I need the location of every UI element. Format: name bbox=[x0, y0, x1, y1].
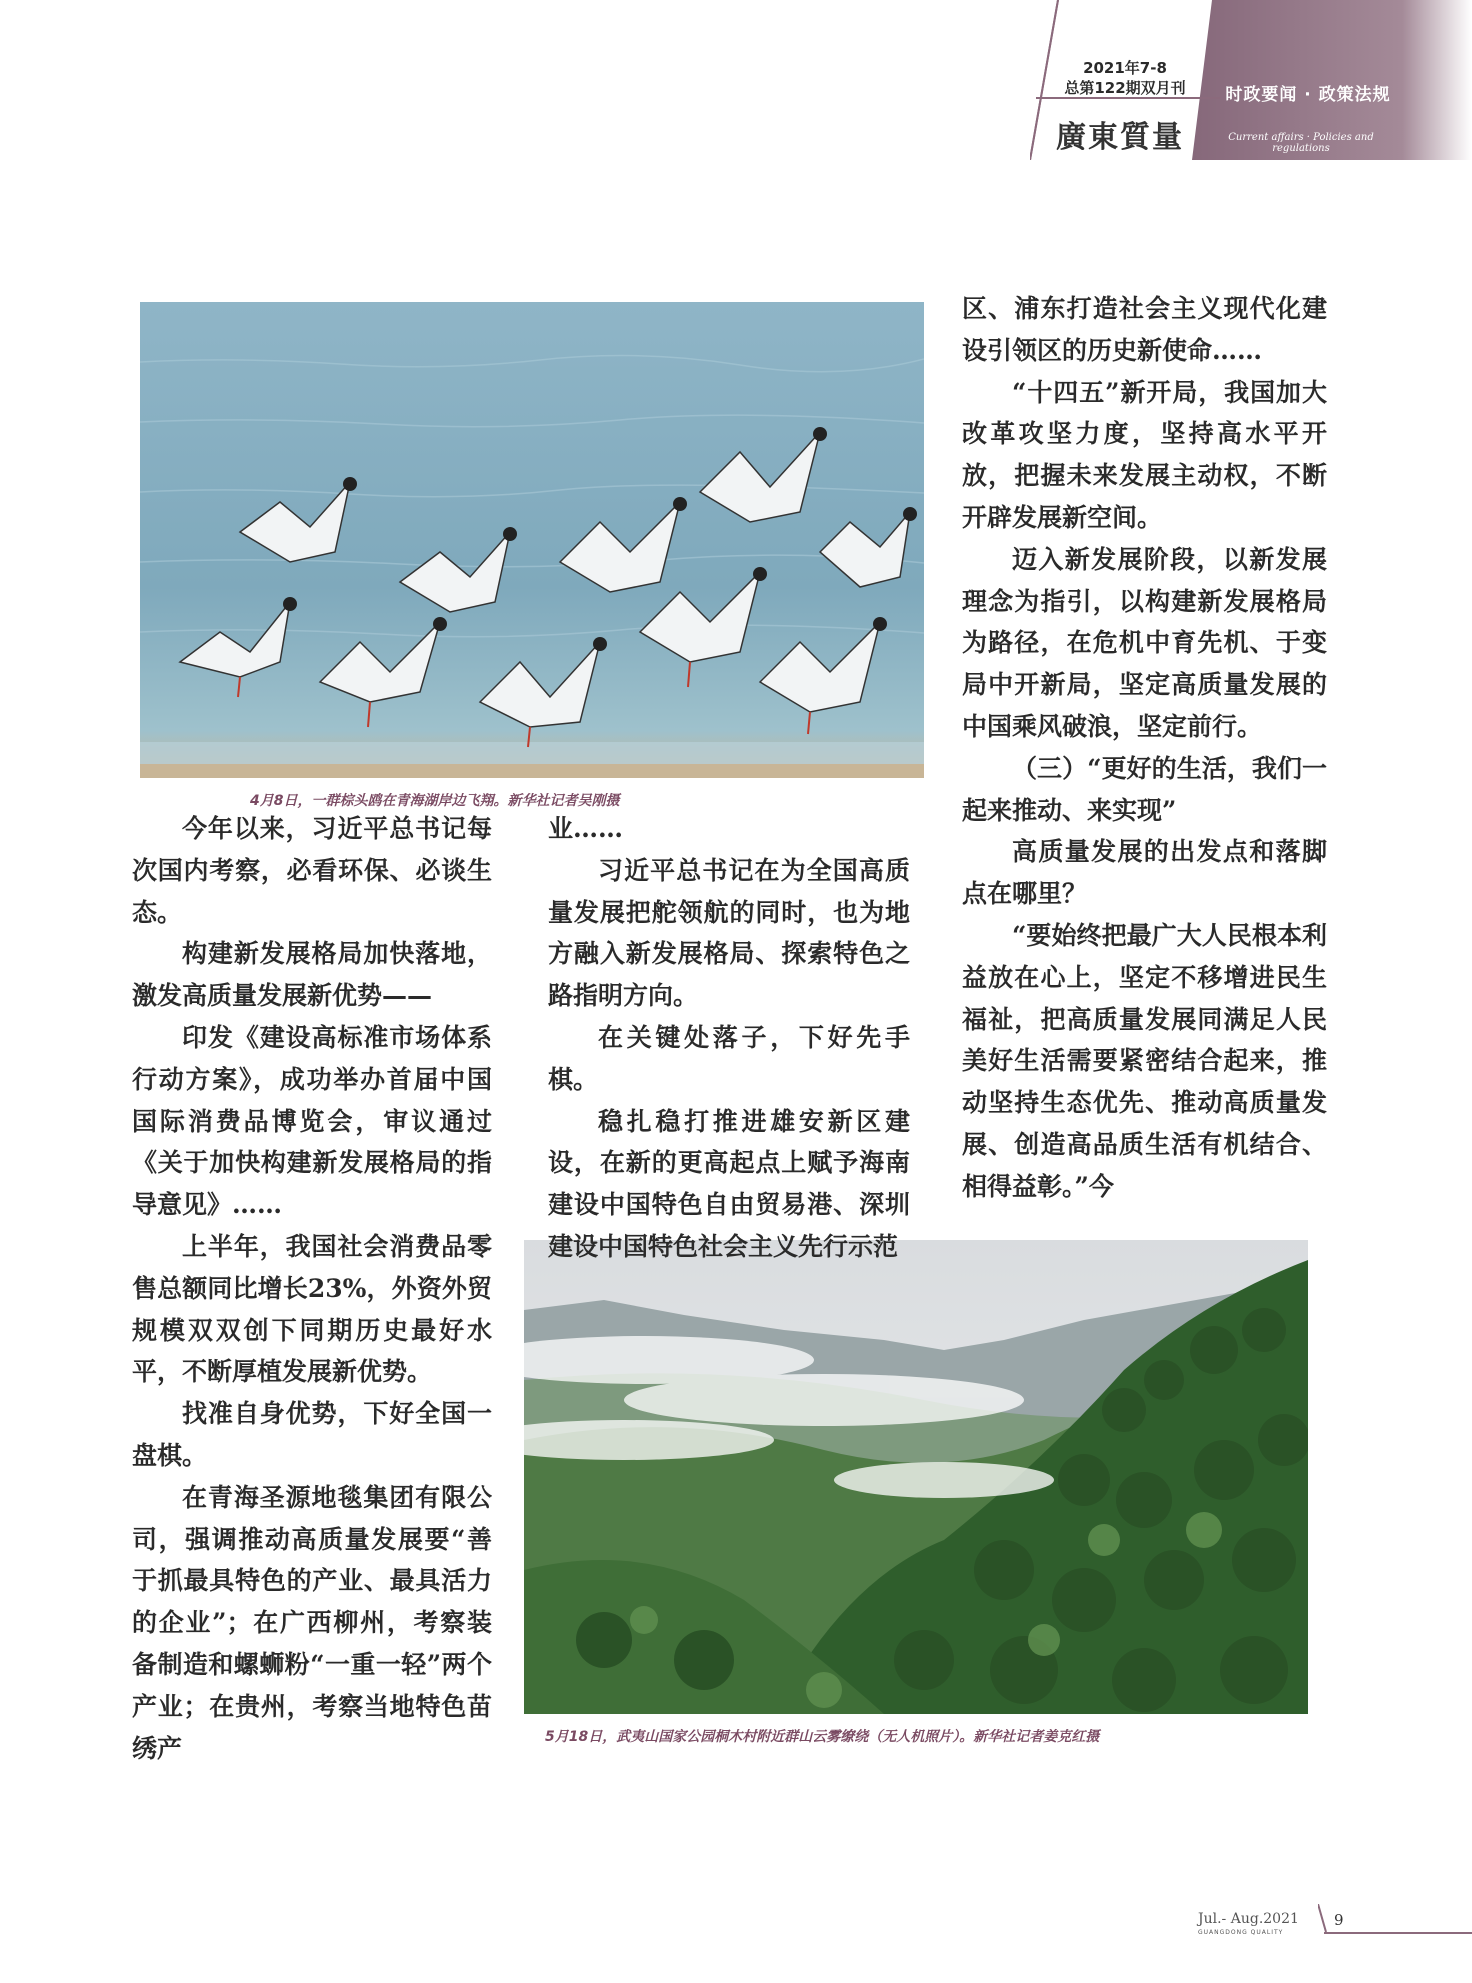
paragraph: 高质量发展的出发点和落脚点在哪里？ bbox=[962, 837, 1327, 909]
paragraph: 在青海圣源地毯集团有限公司，强调推动高质量发展要“善于抓最具特色的产业、最具活力的企业”；在广西柳州，考察装备制造和螺蛳粉“一重一轻”两个产业；在贵州，考察当地特色苗绣产 bbox=[132, 1482, 492, 1763]
paragraph: 印发《建设高标准市场体系行动方案》，成功举办首届中国国际消费品博览会，审议通过《关于加快构建新发展格局的指导意见》…… bbox=[132, 1022, 492, 1220]
paragraph: 习近平总书记在为全国高质量发展把舵领航的同时，也为地方融入新发展格局、探索特色之路指明方向。 bbox=[548, 855, 910, 1011]
text-column-left bbox=[132, 808, 492, 1769]
paragraph: “要始终把最广大人民根本利益放在心上，坚定不移增进民生福祉，把高质量发展同满足人民美好生活需要紧密结合起来，推动坚持生态优先、推动高质量发展、创造高品质生活有机结合、相得益彰。”今 bbox=[962, 920, 1327, 1201]
paragraph: 迈入新发展阶段，以新发展理念为指引，以构建新发展格局为路径，在危机中育先机、于变局中开新局，坚定高质量发展的中国乘风破浪，坚定前行。 bbox=[962, 544, 1327, 741]
issue-date: 2021年7-8 bbox=[1083, 59, 1167, 77]
page-number: 9 bbox=[1334, 1911, 1344, 1929]
misty-forest-mountains-photo bbox=[524, 1240, 1308, 1714]
paragraph: 稳扎稳打推进雄安新区建设，在新的更高起点上赋予海南建设中国特色自由贸易港、深圳建设中国特色社会主义先行示范 bbox=[548, 1106, 910, 1261]
paragraph: 构建新发展格局加快落地，激发高质量发展新优势—— bbox=[132, 939, 492, 1011]
paragraph: 找准自身优势，下好全国一盘棋。 bbox=[132, 1399, 492, 1470]
text-column-right bbox=[962, 288, 1327, 1208]
section-title-en: Current affairs · Policies and regulations bbox=[1228, 132, 1374, 154]
footer-magazine-name: GUANGDONG QUALITY bbox=[1198, 1929, 1284, 1936]
paragraph: 上半年，我国社会消费品零售总额同比增长23%，外资外贸规模双双创下同期历史最好水平，不断厚植发展新优势。 bbox=[132, 1231, 492, 1387]
photo-caption-1: 4月8日，一群棕头鸥在青海湖岸边飞翔。新华社记者吴刚摄 bbox=[250, 793, 620, 809]
section-heading: （三）“更好的生活，我们一起来推动、来实现” bbox=[962, 753, 1327, 825]
paragraph: 今年以来，习近平总书记每次国内考察，必看环保、必谈生态。 bbox=[132, 814, 492, 927]
seagulls-over-lake-photo bbox=[140, 302, 924, 778]
photo-caption-2: 5月18日，武夷山国家公园桐木村附近群山云雾缭绕（无人机照片）。新华社记者姜克红摄 bbox=[545, 1729, 1100, 1745]
issue-number: 总第122期双月刊 bbox=[1064, 79, 1186, 97]
paragraph-continued: 区、浦东打造社会主义现代化建设引领区的历史新使命…… bbox=[962, 294, 1327, 365]
issue-info bbox=[1040, 58, 1210, 98]
magazine-logo: 廣東質量 bbox=[1056, 120, 1184, 155]
paragraph-continued: 业…… bbox=[548, 814, 624, 843]
section-title: 时政要闻 · 政策法规 bbox=[1225, 85, 1391, 105]
footer-date: Jul.- Aug.2021 bbox=[1198, 1911, 1299, 1927]
paragraph: 在关键处落子，下好先手棋。 bbox=[548, 1022, 910, 1094]
text-column-middle bbox=[548, 808, 910, 1268]
paragraph: “十四五”新开局，我国加大改革攻坚力度，坚持高水平开放，把握未来发展主动权，不断开辟发展新空间。 bbox=[962, 377, 1327, 532]
